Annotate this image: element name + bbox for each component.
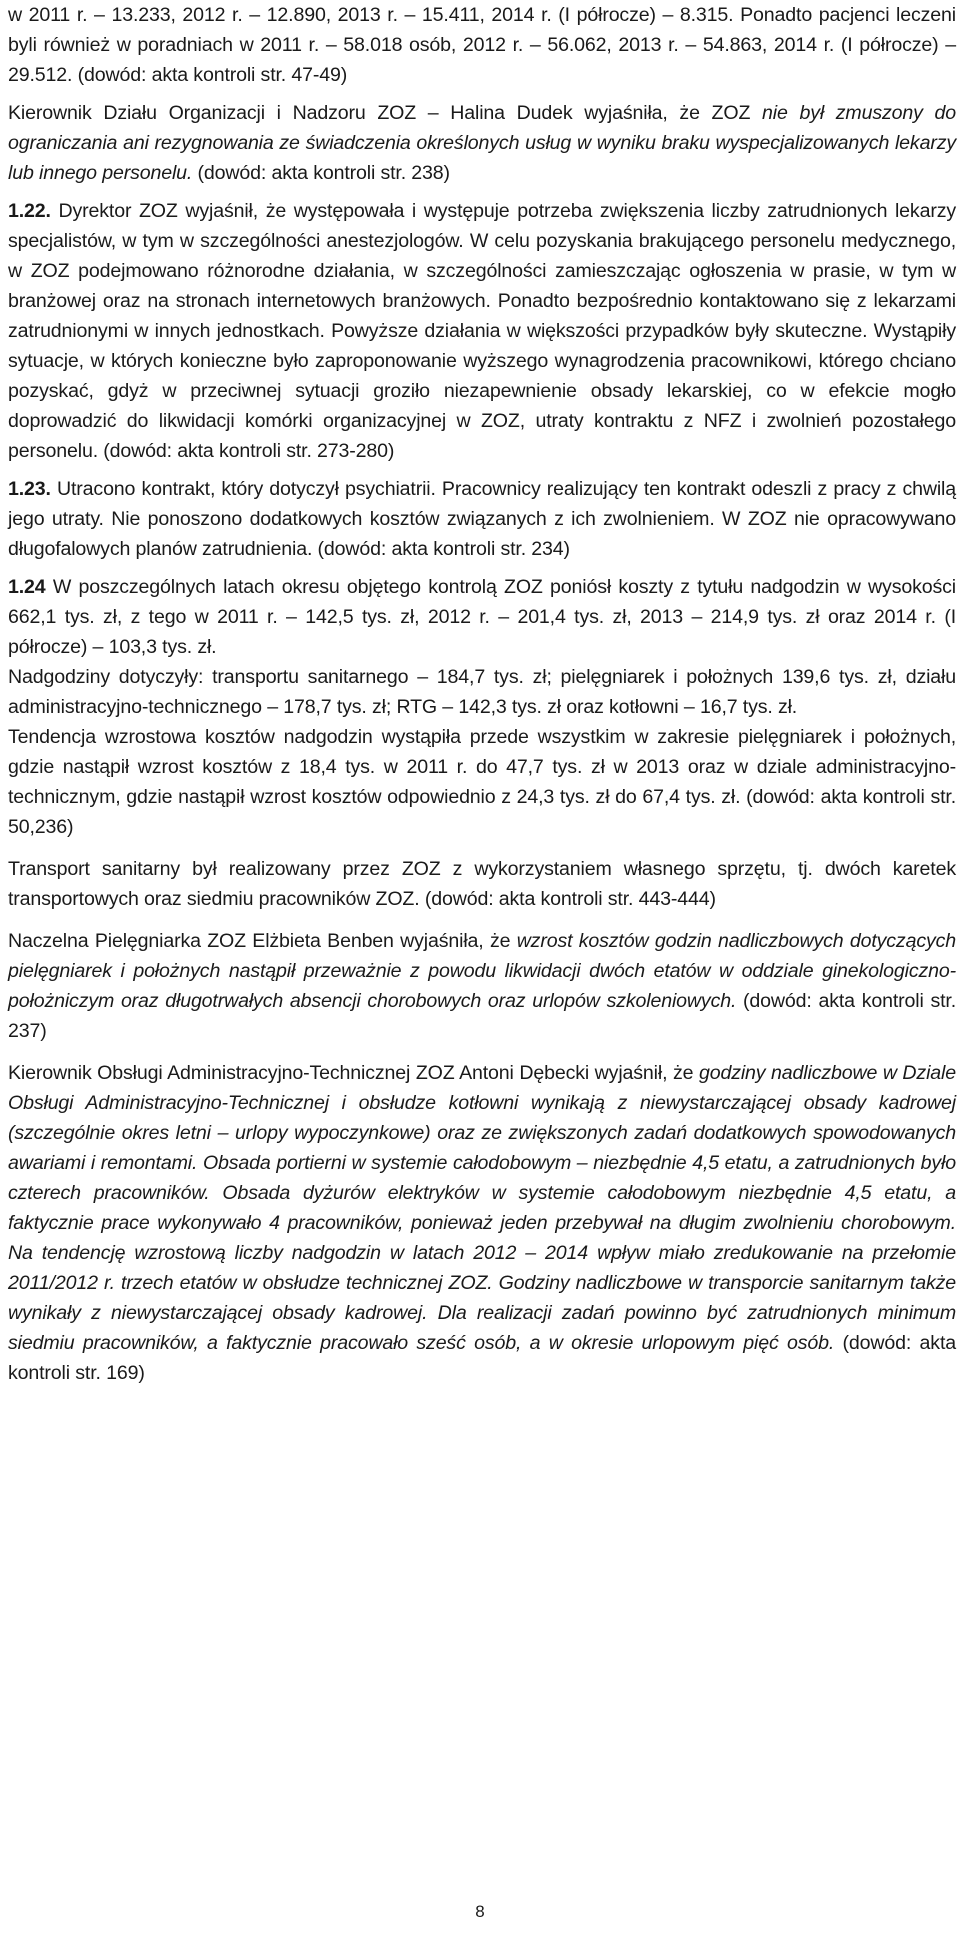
paragraph-text: (dowód: akta kontroli str. 238)	[192, 162, 450, 184]
paragraph-text: Naczelna Pielęgniarka ZOZ Elżbieta Benben wyjaśniła, że	[8, 930, 517, 952]
paragraph-halina-dudek	[8, 98, 956, 188]
paragraph-kierownik-obslugi	[8, 1058, 956, 1388]
paragraph-nadgodziny	[8, 662, 956, 722]
paragraph-text: Dyrektor ZOZ wyjaśnił, że występowała i występuje potrzeba zwiększenia liczby zatrudnionych lekarzy specjalistów, w tym w szczególności anestezjologów. W celu pozyskania brakującego personelu medycznego, w ZOZ podejmowano różnorodne działania, w szczególności zamieszczając ogłoszenia w prasie, w tym w branżowej oraz na stronach internetowych branżowych. Ponadto bezpośrednio kontaktowano się z lekarzami zatrudnionymi w innych jednostkach. Powyższe działania w większości przypadków były skuteczne. Wystąpiły sytuacje, w których konieczne było zaproponowanie wyższego wynagrodzenia pracownikowi, którego chciano pozyskać, gdyż w przeciwnej sytuacji groziło niezapewnienie obsady lekarskiej, co w efekcie mogło doprowadzić do likwidacji komórki organizacyjnej w ZOZ, utraty kontraktu z NFZ i zwolnień pozostałego personelu. (dowód: akta kontroli str. 273-280)	[8, 200, 956, 462]
paragraph-intro	[8, 0, 956, 90]
paragraph-text: (dowód: akta kontroli str. 169)	[8, 1332, 956, 1384]
page-number: 8	[475, 1902, 485, 1921]
quoted-explanation: godziny nadliczbowe w Dziale Obsługi Administracyjno-Technicznej i obsłudze kotłowni wynikają z niewystarczającej obsady kadrowej (szczególnie okres letni – urlopy wypoczynkowe) oraz ze zwiększonych zadań dodatkowych spowodowanych awariami i remontami. Obsada portierni w systemie całodobowym – niezbędnie 4,5 etatu, a zatrudnionych było czterech pracowników. Obsada dyżurów elektryków w systemie całodobowym niezbędnie 4,5 etatu, a faktycznie prace wykonywało 4 pracowników, ponieważ jeden przebywał na długim zwolnieniu chorobowym. Na tendencję wzrostową liczby nadgodzin w latach 2012 – 2014 wpływ miało zredukowanie na przełomie 2011/2012 r. trzech etatów w obsłudze technicznej ZOZ. Godziny nadliczbowe w transporcie sanitarnym także wynikały z niewystarczającej obsady kadrowej. Dla realizacji zadań powinno być zatrudnionych minimum siedmiu pracowników, a faktycznie pracowało sześć osób, a w okresie urlopowym pięć osób.	[8, 1062, 956, 1354]
paragraph-text: Utracono kontrakt, który dotyczył psychiatrii. Pracownicy realizujący ten kontrakt odeszli z pracy z chwilą jego utraty. Nie ponoszono dodatkowych kosztów związanych z ich zwolnieniem. W ZOZ nie opracowywano długofalowych planów zatrudnienia. (dowód: akta kontroli str. 234)	[8, 478, 956, 560]
section-number: 1.22.	[8, 200, 51, 222]
paragraph-tendencja	[8, 722, 956, 842]
paragraph-text: Kierownik Obsługi Administracyjno-Technicznej ZOZ Antoni Dębecki wyjaśnił, że	[8, 1062, 699, 1084]
paragraph-text: Kierownik Działu Organizacji i Nadzoru ZOZ – Halina Dudek wyjaśniła, że ZOZ	[8, 102, 763, 124]
paragraph-text: Tendencja wzrostowa kosztów nadgodzin wystąpiła przede wszystkim w zakresie pielęgniarek i położnych, gdzie nastąpił wzrost kosztów z 18,4 tys. w 2011 r. do 47,7 tys. zł w 2013 oraz w dziale administracyjno-technicznym, gdzie nastąpił wzrost kosztów odpowiednio z 24,3 tys. zł do 67,4 tys. zł. (dowód: akta kontroli str. 50,236)	[8, 726, 956, 838]
paragraph-1-24	[8, 572, 956, 662]
paragraph-text: Transport sanitarny był realizowany przez ZOZ z wykorzystaniem własnego sprzętu, tj. dwóch karetek transportowych oraz siedmiu pracowników ZOZ. (dowód: akta kontroli str. 443-444)	[8, 858, 956, 910]
paragraph-transport	[8, 854, 956, 914]
section-number: 1.24	[8, 576, 46, 598]
section-number: 1.23.	[8, 478, 51, 500]
paragraph-text: w 2011 r. – 13.233, 2012 r. – 12.890, 2013 r. – 15.411, 2014 r. (I półrocze) – 8.315. Ponadto pacjenci leczeni byli również w poradniach w 2011 r. – 58.018 osób, 2012 r. – 56.062, 2013 r. – 54.863, 2014 r. (I półrocze) – 29.512. (dowód: akta kontroli str. 47-49)	[8, 4, 956, 86]
paragraph-text: W poszczególnych latach okresu objętego kontrolą ZOZ poniósł koszty z tytułu nadgodzin w wysokości 662,1 tys. zł, z tego w 2011 r. – 142,5 tys. zł, 2012 r. – 201,4 tys. zł, 2013 – 214,9 tys. zł oraz 2014 r. (I półrocze) – 103,3 tys. zł.	[8, 576, 956, 658]
quoted-explanation: nie był zmuszony do ograniczania ani rezygnowania ze świadczenia określonych usług w wyniku braku wyspecjalizowanych lekarzy lub innego personelu.	[8, 102, 956, 184]
paragraph-naczelna-pielegniarka	[8, 926, 956, 1046]
quoted-explanation: wzrost kosztów godzin nadliczbowych dotyczących pielęgniarek i położnych nastąpił przeważnie z powodu likwidacji dwóch etatów w oddziale ginekologiczno-położniczym oraz długotrwałych absencji chorobowych oraz urlopów szkoleniowych.	[8, 930, 957, 1012]
document-body	[8, 0, 956, 1388]
paragraph-text: Nadgodziny dotyczyły: transportu sanitarnego – 184,7 tys. zł; pielęgniarek i położnych 139,6 tys. zł, działu administracyjno-technicznego – 178,7 tys. zł; RTG – 142,3 tys. zł oraz kotłowni – 16,7 tys. zł.	[8, 666, 956, 718]
paragraph-1-22	[8, 196, 956, 466]
paragraph-text: (dowód: akta kontroli str. 237)	[8, 990, 956, 1042]
paragraph-1-23	[8, 474, 956, 564]
